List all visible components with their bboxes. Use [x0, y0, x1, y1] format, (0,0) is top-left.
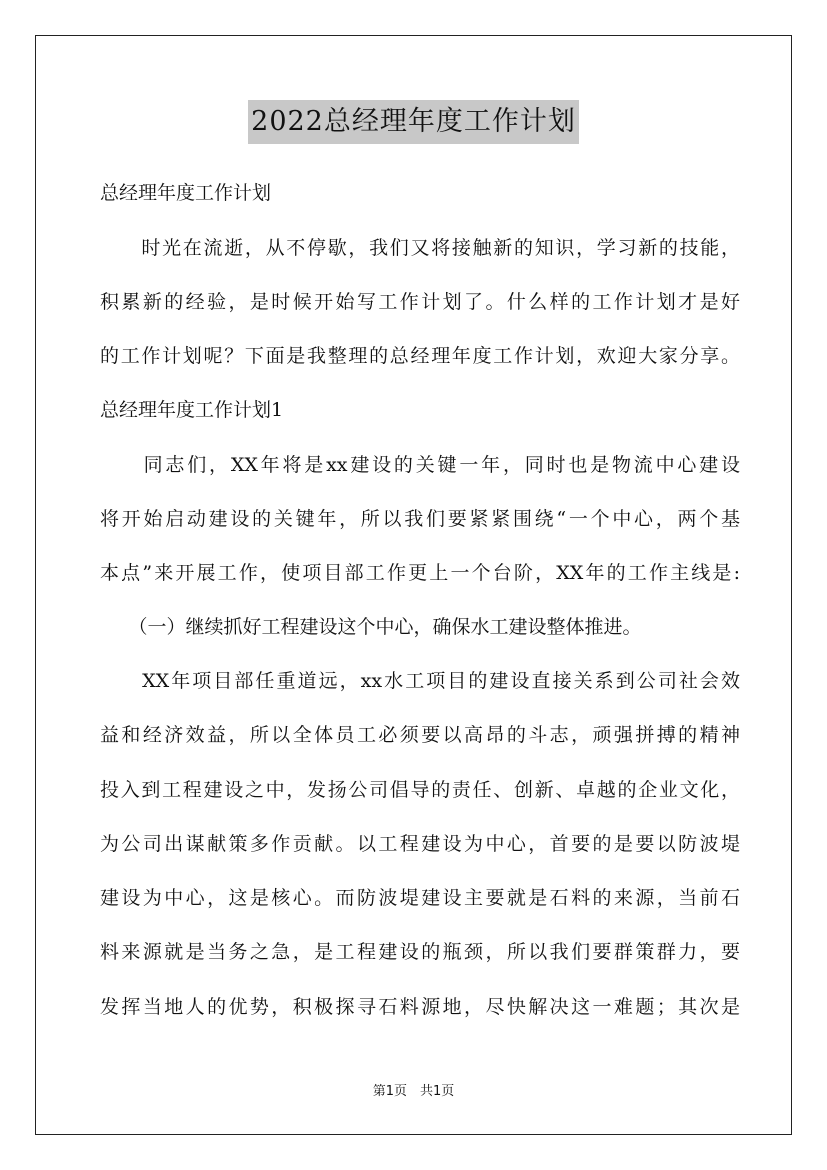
paragraph-line: 积累新的经验，是时候开始写工作计划了。什么样的工作计划才是好 [100, 291, 740, 313]
paragraph-line: 益和经济效益，所以全体员工必须要以高昂的斗志，顽强拼搏的精神 [100, 724, 740, 746]
paragraph-line: 将开始启动建设的关键年，所以我们要紧紧围绕“一个中心，两个基 [100, 508, 740, 530]
paragraph-line: 本点”来开展工作，使项目部工作更上一个台阶，XX年的工作主线是: [100, 562, 740, 584]
paragraph-line: 发挥当地人的优势，积极探寻石料源地，尽快解决这一难题；其次是 [100, 996, 740, 1018]
paragraph-line: 建设为中心，这是核心。而防波堤建设主要就是石料的来源，当前石 [100, 887, 740, 909]
paragraph-line: 的工作计划呢？下面是我整理的总经理年度工作计划，欢迎大家分享。 [100, 345, 740, 367]
document-title: 2022总经理年度工作计划 [248, 100, 579, 144]
paragraph-line: 为公司出谋献策多作贡献。以工程建设为中心，首要的是要以防波堤 [100, 833, 740, 855]
paragraph-line: XX年项目部任重道远，xx水工项目的建设直接关系到公司社会效 [100, 670, 740, 692]
paragraph-line: 料来源就是当务之急，是工程建设的瓶颈，所以我们要群策群力，要 [100, 941, 740, 963]
paragraph-line: （一）继续抓好工程建设这个中心，确保水工建设整体推进。 [100, 616, 642, 638]
paragraph-line: 投入到工程建设之中，发扬公司倡导的责任、创新、卓越的企业文化， [100, 779, 740, 801]
paragraph-line: 时光在流逝，从不停歇，我们又将接触新的知识，学习新的技能， [100, 237, 740, 259]
paragraph-line: 同志们，XX年将是xx建设的关键一年，同时也是物流中心建设 [100, 454, 740, 476]
section-heading: 总经理年度工作计划 [100, 182, 272, 204]
section-heading: 总经理年度工作计划1 [100, 399, 284, 421]
page-number-footer: 第1页 共1页 [372, 1084, 455, 1099]
title-container [0, 100, 827, 144]
